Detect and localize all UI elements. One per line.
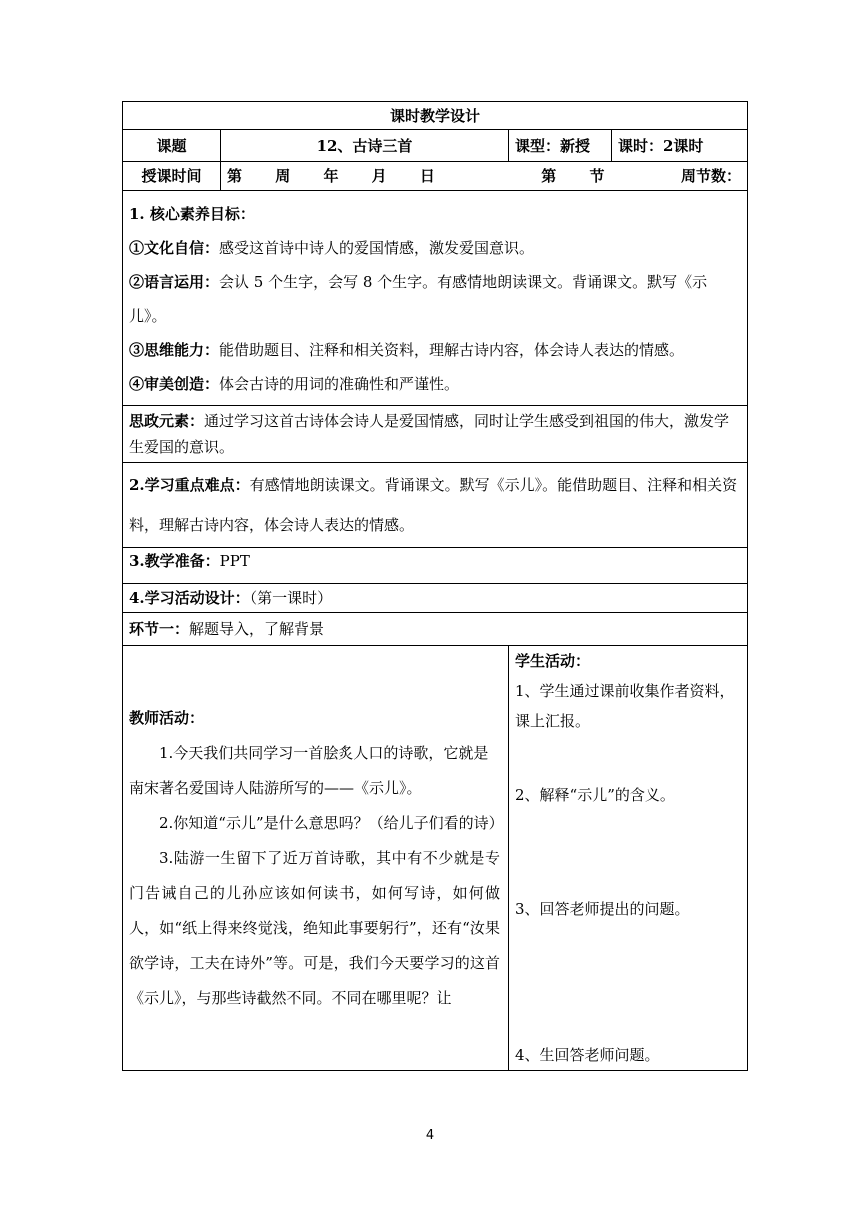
lesson-plan	[122, 101, 747, 1071]
ideology-text: 通过学习这首古诗体会诗人是爱国情感，同时让学生感受到祖国的伟大，激发学生爱国的意识。	[129, 412, 730, 456]
activity-design-section	[123, 584, 748, 613]
table-title: 课时教学设计	[123, 102, 748, 130]
time-ri: 日	[419, 167, 435, 185]
lesson-type: 课型：新授	[509, 130, 612, 162]
time-jie: 节	[589, 167, 605, 185]
topic-value: 12、古诗三首	[221, 130, 509, 162]
student-item: 1、学生通过课前收集作者资料，课上汇报。	[515, 682, 735, 730]
teacher-item: 1.今天我们共同学习一首脍炙人口的诗歌，它就是南宋著名爱国诗人陆游所写的——《示儿》。	[129, 743, 489, 797]
student-activities	[509, 646, 748, 1071]
teacher-item: 2.你知道“示儿”是什么意思吗？（给儿子们看的诗）	[159, 813, 504, 832]
topic-label: 课题	[123, 130, 221, 162]
ideology-section	[123, 406, 748, 463]
goal-item: ②语言运用：会认 5 个生字，会写 8 个生字。有感情地朗读课文。背诵课文。默写《示儿》。	[129, 273, 708, 325]
student-item: 4、生回答老师问题。	[515, 1046, 660, 1064]
stage1-label: 环节一：	[129, 620, 190, 638]
teacher-activities	[123, 646, 509, 1071]
teacher-heading: 教师活动：	[129, 708, 205, 727]
time-di2: 第	[541, 167, 557, 185]
goal-item: ③思维能力：能借助题目、注释和相关资料，理解古诗内容，体会诗人表达的情感。	[129, 341, 685, 359]
page-number: 4	[425, 1128, 435, 1143]
goal-item: ④审美创造：体会古诗的用词的准确性和严谨性。	[129, 375, 460, 393]
goals-heading: 1. 核心素养目标：	[129, 205, 255, 223]
time-nian: 年	[323, 167, 339, 185]
time-weekly: 周节数：	[680, 167, 741, 185]
preparation-section	[123, 548, 748, 584]
ideology-label: 思政元素：	[129, 412, 205, 430]
activity-design-text: （第一课时）	[249, 589, 333, 607]
lesson-hours: 课时：2课时	[612, 130, 748, 162]
student-item: 3、回答老师提出的问题。	[515, 900, 690, 918]
key-points-label: 2.学习重点难点：	[129, 476, 250, 494]
stage1-section	[123, 613, 748, 646]
preparation-label: 3.教学准备：	[129, 552, 220, 570]
goals-section	[123, 191, 748, 406]
time-yue: 月	[371, 167, 387, 185]
time-label: 授课时间	[123, 162, 221, 191]
key-points-text: 有感情地朗读课文。背诵课文。默写《示儿》。能借助题目、注释和相关资料，理解古诗内容，体会诗人表达的情感。	[129, 476, 738, 534]
time-di: 第	[227, 167, 243, 185]
teacher-item: 3.陆游一生留下了近万首诗歌，其中有不少就是专门告诫自己的儿孙应该如何读书，如何写诗，如何做人，如“纸上得来终觉浅，绝知此事要躬行”，还有“汝果欲学诗，工夫在诗外”等。可是，我们今天要学习的这首《示儿》，与那些诗截然不同。不同在哪里呢？让	[129, 848, 500, 1007]
student-item: 2、解释“示儿”的含义。	[515, 786, 675, 804]
lesson-plan-table	[122, 101, 748, 1071]
activity-design-label: 4.学习活动设计：	[129, 589, 250, 607]
stage1-text: 解题导入，了解背景	[189, 620, 325, 638]
key-points-section	[123, 463, 748, 548]
time-fields	[221, 162, 748, 191]
student-heading: 学生活动：	[515, 652, 591, 670]
time-zhou: 周	[275, 167, 291, 185]
preparation-text: PPT	[219, 552, 250, 570]
goal-item: ①文化自信：感受这首诗中诗人的爱国情感，激发爱国意识。	[129, 239, 535, 257]
